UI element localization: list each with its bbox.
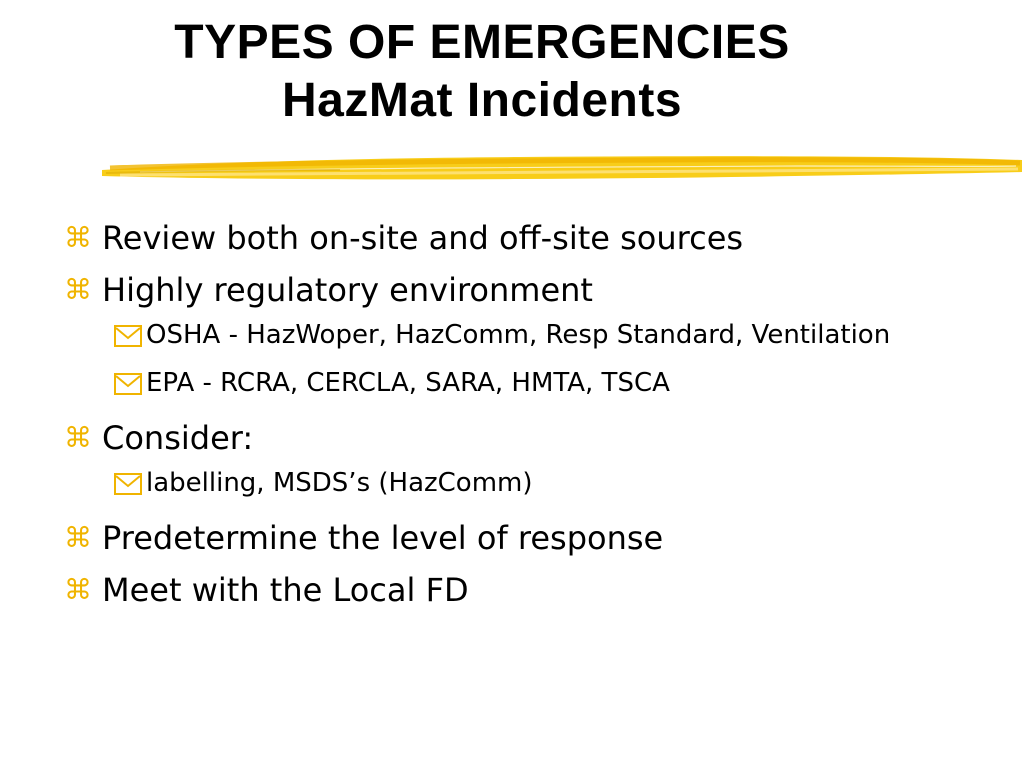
- sub-list-item: [114, 318, 994, 352]
- brush-underline: [100, 148, 1024, 188]
- bullet-text: Predetermine the level of response: [102, 519, 664, 557]
- command-key-icon: ⌘: [64, 273, 92, 306]
- sub-bullet-text: labelling, MSDS’s (HazComm): [146, 468, 533, 498]
- bullet-list: [64, 214, 994, 618]
- slide-title: [0, 14, 964, 130]
- sub-list-item: [114, 366, 994, 400]
- sub-bullet-text: OSHA - HazWoper, HazComm, Resp Standard, Ventilation: [146, 320, 891, 350]
- list-item: [64, 514, 994, 566]
- bullet-text: Meet with the Local FD: [102, 571, 469, 609]
- envelope-checkbox-icon: [114, 325, 142, 347]
- command-key-icon: ⌘: [64, 521, 92, 554]
- bullet-text: Consider:: [102, 419, 254, 457]
- sub-bullet-text: EPA - RCRA, CERCLA, SARA, HMTA, TSCA: [146, 368, 670, 398]
- command-key-icon: ⌘: [64, 221, 92, 254]
- list-item: [64, 266, 994, 318]
- bullet-text: Highly regulatory environment: [102, 271, 593, 309]
- sub-list-item: [114, 466, 994, 500]
- title-line-2: HazMat Incidents: [281, 74, 683, 127]
- command-key-icon: ⌘: [64, 573, 92, 606]
- command-key-icon: ⌘: [64, 421, 92, 454]
- list-item: [64, 414, 994, 466]
- envelope-checkbox-icon: [114, 373, 142, 395]
- title-line-1: TYPES OF EMERGENCIES: [174, 16, 790, 69]
- bullet-text: Review both on-site and off-site sources: [102, 219, 744, 257]
- list-item: [64, 214, 994, 266]
- envelope-checkbox-icon: [114, 473, 142, 495]
- list-item: [64, 566, 994, 618]
